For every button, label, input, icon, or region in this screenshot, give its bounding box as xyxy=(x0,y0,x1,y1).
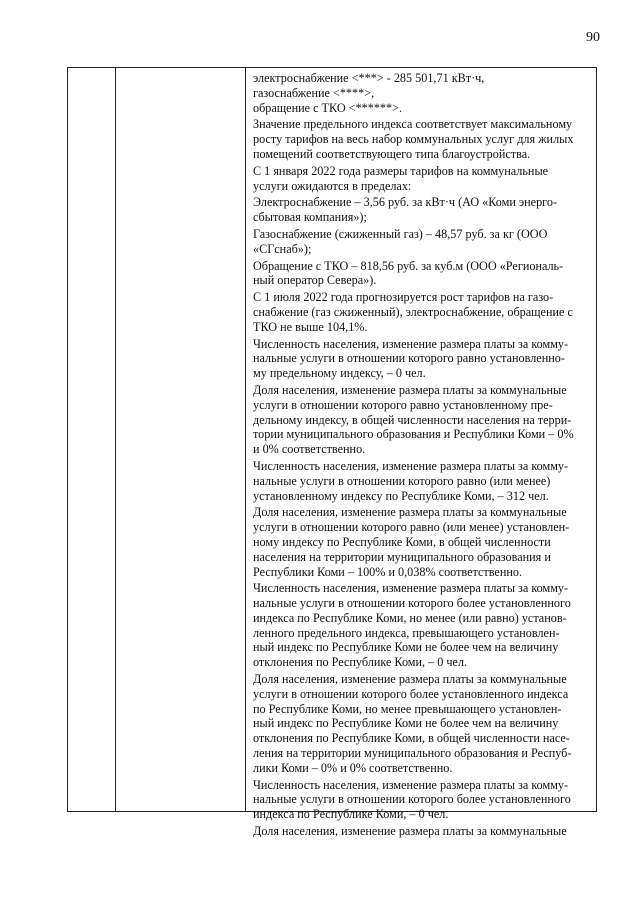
text-line: нальные услуги в отношении которого более установленного xyxy=(253,596,571,611)
paragraph xyxy=(253,337,595,381)
text-line: лики Коми – 0% и 0% соответственно. xyxy=(253,760,453,775)
paragraph xyxy=(253,195,595,225)
text-line: услуги в отношении которого равно (или менее) установлен- xyxy=(253,520,570,535)
text-line: сбытовая компания»); xyxy=(253,210,367,225)
text-line: Обращение с ТКО – 818,56 руб. за куб.м (ООО «Региональ- xyxy=(253,258,564,273)
text-line: отклонения по Республике Коми, в общей численности насе- xyxy=(253,731,570,746)
text-line: отклонения по Республике Коми, – 0 чел. xyxy=(253,655,468,670)
text-line: нальные услуги в отношении которого равно (или менее) xyxy=(253,473,551,488)
paragraph xyxy=(253,581,595,670)
text-line: дельному индексу, в общей численности населения на терри- xyxy=(253,412,572,427)
text-line: помещений соответствующего типа благоустройства. xyxy=(253,146,531,161)
text-line: Численность населения, изменение размера платы за комму- xyxy=(253,777,569,792)
text-line: Электроснабжение – 3,56 руб. за кВт·ч (АО «Коми энерго- xyxy=(253,195,558,210)
text-line: ления на территории муниципального образования и Респуб- xyxy=(253,746,572,761)
table-column-divider xyxy=(115,68,116,811)
text-line: ТКО не выше 104,1%. xyxy=(253,319,368,334)
text-line: Значение предельного индекса соответствует максимальному xyxy=(253,117,573,132)
page-number: 90 xyxy=(586,30,600,45)
text-line: «СГснаб»); xyxy=(253,241,312,256)
text-line: снабжение (газ сжиженный), электроснабжение, обращение с xyxy=(253,304,573,319)
text-line: С 1 января 2022 года размеры тарифов на коммунальные xyxy=(253,163,549,178)
text-line: ный оператор Севера»). xyxy=(253,273,377,288)
paragraph xyxy=(253,824,595,839)
text-line: ный индекс по Республике Коми не более чем на величину xyxy=(253,716,559,731)
text-line: установленному индексу по Республике Коми, – 312 чел. xyxy=(253,488,549,503)
text-line: индекса по Республике Коми, – 0 чел. xyxy=(253,807,449,822)
paragraph xyxy=(253,383,595,457)
text-line: ный индекс по Республике Коми не более чем на величину xyxy=(253,640,559,655)
paragraph xyxy=(253,117,595,161)
text-line: ленного предельного индекса, превышающего установлен- xyxy=(253,625,560,640)
paragraph xyxy=(253,227,595,257)
text-line: услуги в отношении которого равно установленному пре- xyxy=(253,397,553,412)
text-line: тории муниципального образования и Республики Коми – 0% xyxy=(253,427,574,442)
text-line: Доля населения, изменение размера платы за коммунальные xyxy=(253,382,567,397)
text-line: газоснабжение <****>, xyxy=(253,85,375,100)
text-line: нальные услуги в отношении которого более установленного xyxy=(253,792,571,807)
text-line: по Республике Коми, но менее превышающего установлен- xyxy=(253,701,562,716)
text-line: населения на территории муниципального образования и xyxy=(253,549,551,564)
text-line: Доля населения, изменение размера платы за коммунальные xyxy=(253,672,567,687)
paragraph xyxy=(253,164,595,194)
text-line: Газоснабжение (сжиженный газ) – 48,57 руб. за кг (ООО xyxy=(253,226,548,241)
table-column-divider xyxy=(245,68,246,811)
paragraph xyxy=(253,778,595,822)
text-line: Доля населения, изменение размера платы за коммунальные xyxy=(253,824,567,839)
text-line: услуги ожидаются в пределах: xyxy=(253,178,412,193)
text-line: му предельному индексу, – 0 чел. xyxy=(253,366,426,381)
text-line: С 1 июля 2022 года прогнозируется рост тарифов на газо- xyxy=(253,290,554,305)
paragraph xyxy=(253,672,595,776)
text-line: Численность населения, изменение размера платы за комму- xyxy=(253,458,569,473)
paragraph xyxy=(253,259,595,289)
text-line: электроснабжение <***> - 285 501,71 кВт·ч, xyxy=(253,71,485,85)
paragraph xyxy=(253,290,595,334)
document-table xyxy=(67,67,597,839)
text-line: ному индексу по Республике Коми, в общей численности xyxy=(253,534,551,549)
text-line: Республики Коми – 100% и 0,038% соответственно. xyxy=(253,564,523,579)
paragraph xyxy=(253,71,595,115)
text-line: услуги в отношении которого более установленного индекса xyxy=(253,686,569,701)
paragraph xyxy=(253,505,595,579)
paragraph xyxy=(253,459,595,503)
text-line: обращение с ТКО <******>. xyxy=(253,100,403,115)
text-line: Численность населения, изменение размера платы за комму- xyxy=(253,336,569,351)
text-line: индекса по Республике Коми, но менее (или равно) установ- xyxy=(253,610,567,625)
text-line: нальные услуги в отношении которого равно установленно- xyxy=(253,351,565,366)
text-line: и 0% соответственно. xyxy=(253,442,366,457)
text-line: Численность населения, изменение размера платы за комму- xyxy=(253,581,569,596)
table-cell-text xyxy=(253,71,595,841)
text-line: росту тарифов на весь набор коммунальных услуг для жилых xyxy=(253,132,574,147)
text-line: Доля населения, изменение размера платы за коммунальные xyxy=(253,505,567,520)
